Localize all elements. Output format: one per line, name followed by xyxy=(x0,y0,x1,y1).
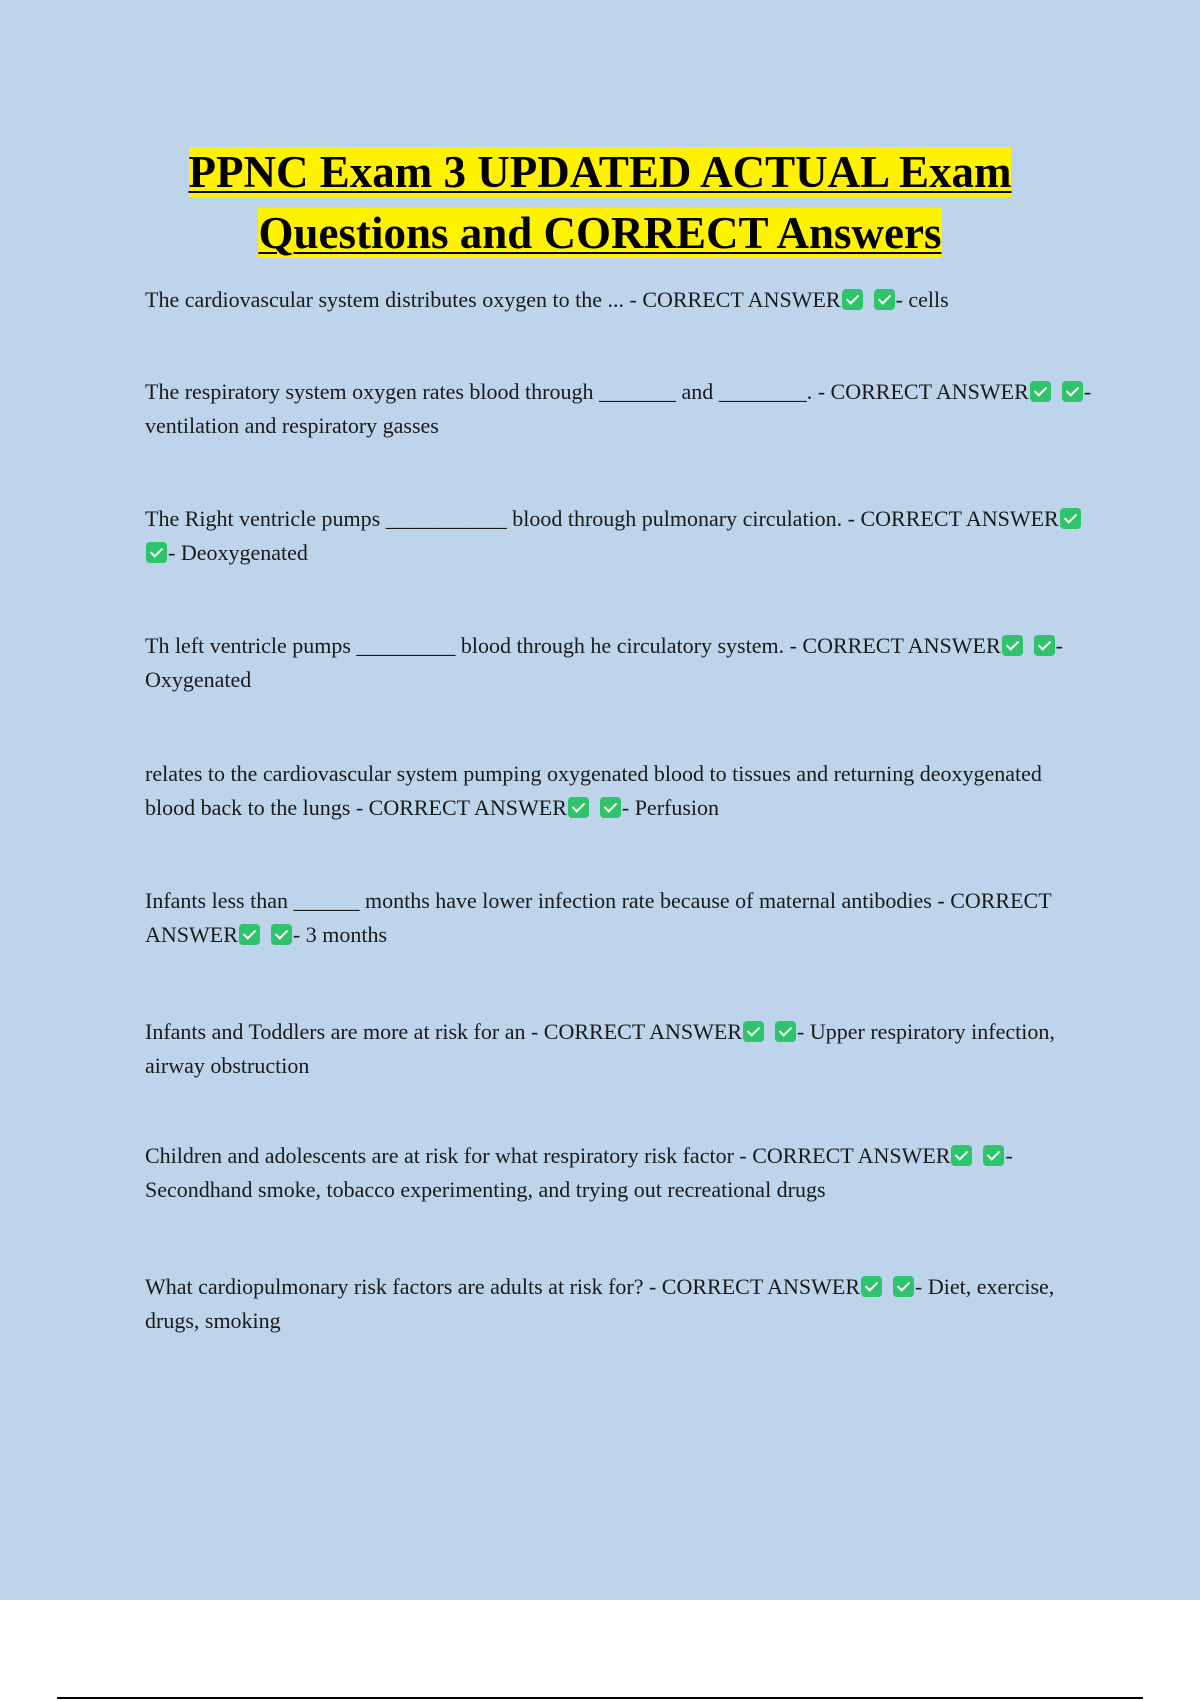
answer-text: - Secondhand smoke, tobacco experimenting, and trying out recreational drugs xyxy=(145,1143,1013,1202)
question-text: Infants and Toddlers are more at risk for an xyxy=(145,1019,531,1044)
answer-marker: - CORRECT ANSWER xyxy=(530,1019,743,1044)
check-mark-icon xyxy=(893,1276,914,1297)
check-mark-icon xyxy=(951,1145,972,1166)
qa-item xyxy=(145,757,1095,825)
answer-marker: - CORRECT ANSWER xyxy=(847,506,1059,531)
check-mark-icon xyxy=(842,289,863,310)
check-mark-icon xyxy=(600,797,621,818)
answer-text: - Deoxygenated xyxy=(168,540,308,565)
qa-item xyxy=(145,375,1095,443)
title-line-2: Questions and CORRECT Answers xyxy=(258,208,942,258)
qa-item xyxy=(145,502,1095,570)
answer-text: - Diet, exercise, drugs, smoking xyxy=(145,1274,1055,1333)
answer-marker: - CORRECT ANSWER xyxy=(739,1143,951,1168)
check-mark-icon xyxy=(743,1021,764,1042)
answer-text: - Perfusion xyxy=(621,795,720,820)
answer-text: - Upper respiratory infection, airway obstruction xyxy=(145,1019,1055,1078)
check-mark-icon xyxy=(146,542,167,563)
check-mark-icon xyxy=(271,924,292,945)
check-mark-icon xyxy=(1034,635,1055,656)
question-text: The cardiovascular system distributes oxygen to the ... xyxy=(145,287,630,312)
check-mark-icon xyxy=(1062,381,1083,402)
answer-marker: - CORRECT ANSWER xyxy=(355,795,567,820)
question-text: Children and adolescents are at risk for what respiratory risk factor xyxy=(145,1143,740,1168)
check-mark-icon xyxy=(239,924,260,945)
answer-marker: - CORRECT ANSWER xyxy=(817,379,1029,404)
check-mark-icon xyxy=(568,797,589,818)
check-mark-icon xyxy=(1030,381,1051,402)
check-mark-icon xyxy=(874,289,895,310)
qa-item xyxy=(145,629,1095,697)
answer-text: - 3 months xyxy=(292,922,388,947)
answer-marker: - CORRECT ANSWER xyxy=(648,1274,861,1299)
title-line-1: PPNC Exam 3 UPDATED ACTUAL Exam xyxy=(188,147,1012,197)
qa-item xyxy=(145,283,1095,317)
check-mark-icon xyxy=(1002,635,1023,656)
answer-text: - ventilation and respiratory gasses xyxy=(145,379,1092,438)
qa-item xyxy=(145,884,1095,952)
footer-divider xyxy=(57,1697,1143,1699)
check-mark-icon xyxy=(861,1276,882,1297)
qa-item xyxy=(145,1139,1095,1207)
answer-marker: - CORRECT ANSWER xyxy=(629,287,841,312)
question-text: What cardiopulmonary risk factors are adults at risk for? xyxy=(145,1274,649,1299)
check-mark-icon xyxy=(983,1145,1004,1166)
document-title xyxy=(100,142,1100,264)
check-mark-icon xyxy=(1060,508,1081,529)
check-mark-icon xyxy=(775,1021,796,1042)
question-text: Infants less than ______ months have lower infection rate because of maternal antibodies xyxy=(145,888,938,913)
answer-text: - Oxygenated xyxy=(145,633,1063,692)
qa-item xyxy=(145,1270,1095,1338)
question-text: The Right ventricle pumps ___________ blood through pulmonary circulation. xyxy=(145,506,848,531)
answer-marker: - CORRECT ANSWER xyxy=(145,888,1052,947)
question-text: relates to the cardiovascular system pumping oxygenated blood to tissues and returning deoxygenated blood back to the lungs xyxy=(145,761,1042,820)
qa-item xyxy=(145,1015,1095,1083)
question-text: Th left ventricle pumps _________ blood through he circulatory system. xyxy=(145,633,790,658)
answer-marker: - CORRECT ANSWER xyxy=(789,633,1001,658)
answer-text: - cells xyxy=(895,287,949,312)
question-text: The respiratory system oxygen rates blood through _______ and ________. xyxy=(145,379,818,404)
